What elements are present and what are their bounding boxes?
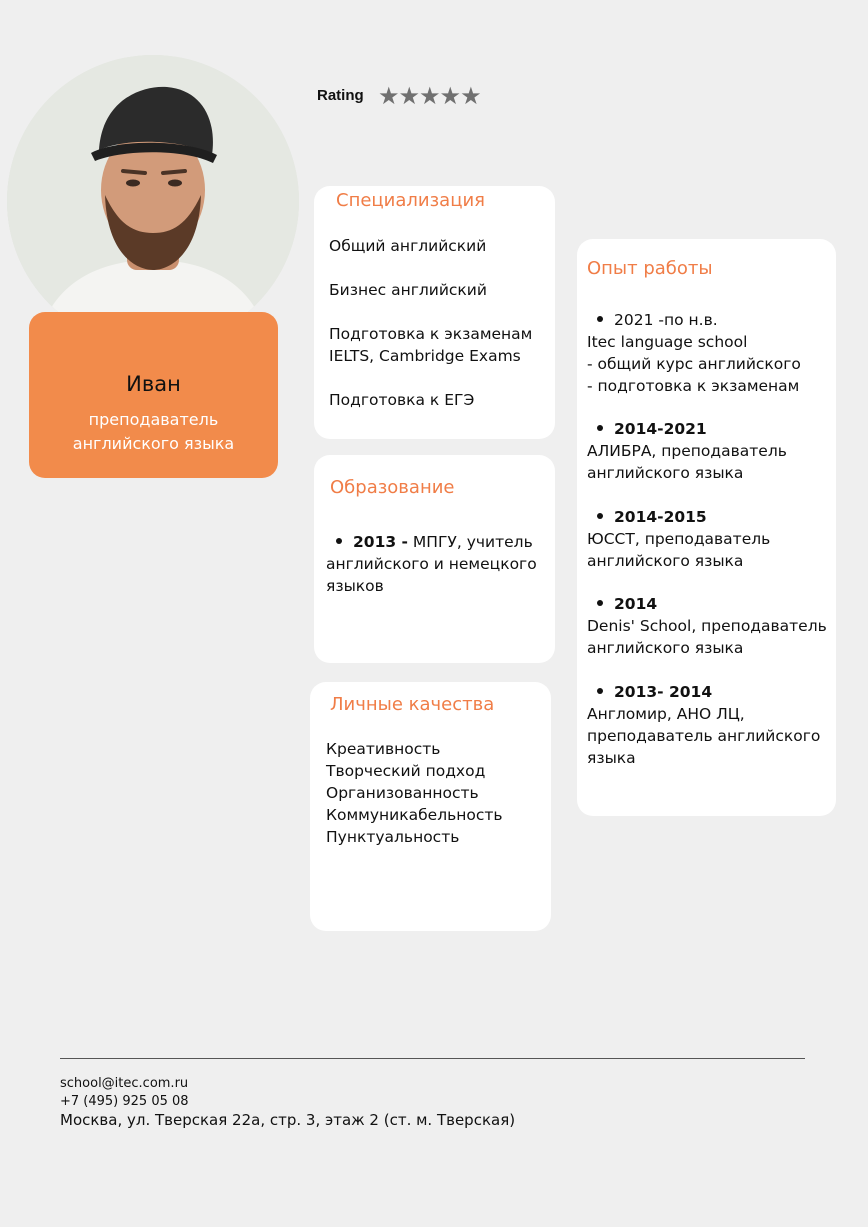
personal-quality-item: Организованность xyxy=(326,784,479,802)
personal-qualities-card xyxy=(310,682,551,931)
bullet-icon xyxy=(336,538,342,544)
footer-phone[interactable]: +7 (495) 925 05 08 xyxy=(60,1094,189,1109)
experience-entry xyxy=(587,418,832,484)
experience-period: 2014 xyxy=(614,595,658,613)
experience-entry xyxy=(587,309,832,397)
education-card xyxy=(314,455,555,663)
specialization-card xyxy=(314,186,555,439)
bullet-icon xyxy=(597,600,603,606)
role-line-2: английского языка xyxy=(72,434,235,453)
experience-line: Denis' School, преподаватель xyxy=(587,617,827,635)
experience-entry xyxy=(587,681,832,769)
person-illustration xyxy=(7,55,299,347)
experience-title: Опыт работы xyxy=(587,258,713,279)
education-title: Образование xyxy=(330,477,455,498)
experience-line: АЛИБРА, преподаватель xyxy=(587,442,787,460)
footer-divider xyxy=(60,1058,805,1059)
name-card xyxy=(29,312,278,478)
rating-label: Rating xyxy=(317,87,364,104)
experience-entry xyxy=(587,506,832,572)
footer-email[interactable]: school@itec.com.ru xyxy=(60,1076,189,1091)
role-line-1: преподаватель xyxy=(88,410,219,429)
experience-line: - общий курс английского xyxy=(587,355,801,373)
experience-entry xyxy=(587,593,832,659)
personal-quality-item: Креативность xyxy=(326,740,441,758)
profile-photo xyxy=(7,55,299,347)
experience-line: Itec language school xyxy=(587,333,748,351)
specialization-item: Общий английский xyxy=(329,237,487,255)
specialization-item: Бизнес английский xyxy=(329,281,487,299)
education-year: 2013 - xyxy=(353,533,408,551)
experience-period: 2014-2015 xyxy=(614,508,707,526)
experience-line: ЮССТ, преподаватель xyxy=(587,530,771,548)
experience-line: английского языка xyxy=(587,552,744,570)
experience-period: 2021 -по н.в. xyxy=(614,311,718,329)
star-icon: ★★★★★ xyxy=(378,82,481,110)
experience-line: языка xyxy=(587,749,636,767)
specialization-item: Подготовка к экзаменам xyxy=(329,325,533,343)
education-line-3: языков xyxy=(326,577,384,595)
personal-qualities-list xyxy=(326,738,503,848)
experience-line: английского языка xyxy=(587,464,744,482)
specialization-item: IELTS, Cambridge Exams xyxy=(329,347,521,365)
experience-period: 2013- 2014 xyxy=(614,683,713,701)
bullet-icon xyxy=(597,513,603,519)
person-role xyxy=(29,408,278,456)
personal-quality-item: Коммуникабельность xyxy=(326,806,503,824)
bullet-icon xyxy=(597,316,603,322)
experience-line: английского языка xyxy=(587,639,744,657)
bullet-icon xyxy=(597,425,603,431)
experience-line: преподаватель английского xyxy=(587,727,821,745)
education-entry xyxy=(326,531,551,597)
experience-line: - подготовка к экзаменам xyxy=(587,377,800,395)
personal-qualities-title: Личные качества xyxy=(330,694,495,715)
specialization-title: Специализация xyxy=(336,190,485,211)
personal-quality-item: Творческий подход xyxy=(326,762,486,780)
bullet-icon xyxy=(597,688,603,694)
experience-period: 2014-2021 xyxy=(614,420,707,438)
experience-card xyxy=(577,239,836,816)
person-name: Иван xyxy=(126,372,181,396)
experience-line: Англомир, АНО ЛЦ, xyxy=(587,705,745,723)
personal-quality-item: Пунктуальность xyxy=(326,828,460,846)
specialization-item: Подготовка к ЕГЭ xyxy=(329,391,475,409)
education-line-1: МПГУ, учитель xyxy=(407,533,533,551)
education-line-2: английского и немецкого xyxy=(326,555,537,573)
footer-address: Москва, ул. Тверская 22а, стр. 3, этаж 2 (ст. м. Тверская) xyxy=(60,1111,516,1129)
